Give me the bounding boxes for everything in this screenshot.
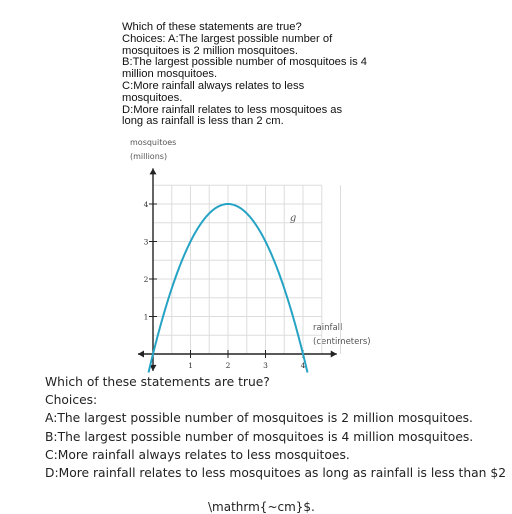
x-tick-label: 1 (188, 361, 193, 370)
choice-line: mosquitoes. (122, 91, 183, 104)
choice-line: Choices: A:The largest possible number of (122, 32, 333, 45)
y-tick-label: 4 (143, 200, 149, 209)
choice-c: C:More rainfall always relates to less mosquitoes. (45, 447, 350, 462)
choice-line: D:More rainfall relates to less mosquitoes as (122, 103, 343, 116)
x-axis-label: rainfall (313, 323, 343, 333)
choice-line: million mosquitoes. (122, 68, 218, 81)
y-axis-arrow-up (150, 168, 157, 174)
choice-line: C:More rainfall always relates to less (122, 79, 305, 92)
choices-heading: Choices: (45, 393, 98, 408)
question-text-block (122, 22, 422, 128)
y-tick-label: 3 (143, 237, 149, 247)
choice-a: A:The largest possible number of mosquitoes is 2 million mosquitoes. (45, 411, 473, 426)
y-tick-label: 1 (143, 312, 149, 322)
x-tick-label: 2 (225, 361, 231, 370)
x-tick-label: 3 (263, 361, 268, 370)
x-axis-arrow-left (138, 351, 144, 358)
y-axis-units: (millions) (130, 152, 168, 161)
mosquito-rainfall-graph (118, 158, 348, 378)
repeated-question-block (45, 373, 505, 482)
x-axis-units: (centimeters) (313, 337, 371, 347)
question-line: Which of these statements are true? (122, 21, 302, 33)
latex-tail-text: \mathrm{~cm}$. (208, 500, 315, 514)
choice-b: B:The largest possible number of mosquitoes is 4 million mosquitoes. (45, 429, 474, 444)
x-axis-arrow-right (331, 351, 337, 358)
choice-line: B:The largest possible number of mosquitoes is 4 (122, 56, 368, 69)
function-label-g: g (289, 212, 297, 224)
y-axis-label: mosquitoes (130, 138, 177, 147)
question-line: Which of these statements are true? (45, 375, 270, 389)
choice-line: long as rainfall is less than 2 cm. (122, 115, 284, 128)
y-tick-label: 2 (143, 275, 149, 284)
choice-line: mosquitoes is 2 million mosquitoes. (122, 44, 298, 57)
x-tick-label: 4 (300, 361, 306, 370)
choice-d: D:More rainfall relates to less mosquitoes as long as rainfall is less than $2 (45, 466, 507, 481)
